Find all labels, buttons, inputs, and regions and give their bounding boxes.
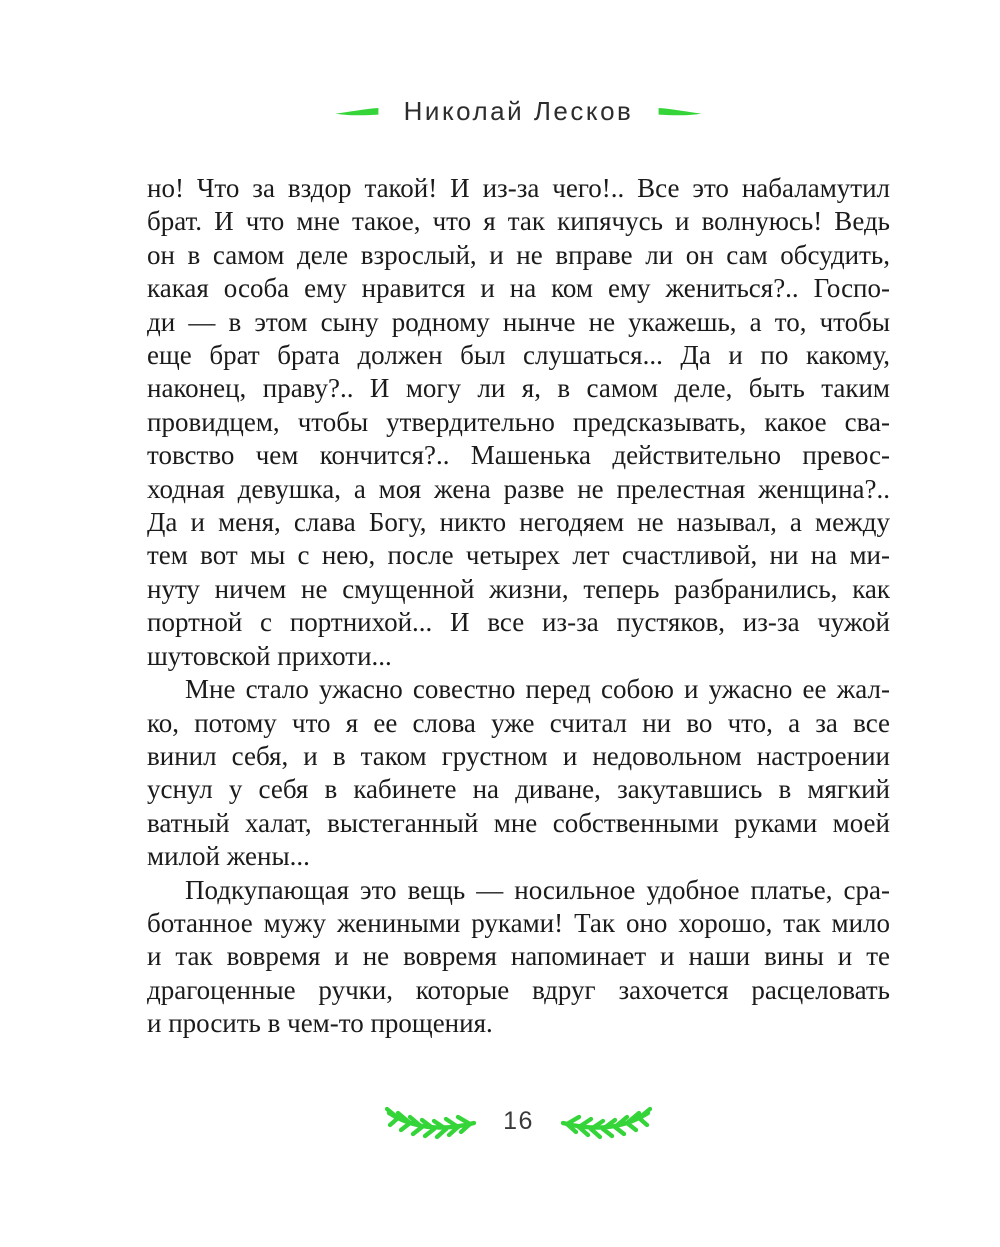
paragraph	[147, 874, 890, 1041]
tapered-leaf-dash-left-icon	[335, 107, 379, 116]
text-line: брат. И что мне такое, что я так кипячусь и волнуюсь! Ведь	[147, 206, 890, 237]
text-line: он в самом деле взрослый, и не вправе ли он сам обсудить,	[147, 239, 890, 270]
tapered-leaf-dash-right-icon	[658, 107, 702, 116]
text-line: тем вот мы с нею, после четырех лет счастливой, ни на ми-	[147, 540, 890, 571]
text-line: Да и меня, слава Богу, никто негодяем не называл, а между	[147, 507, 890, 538]
text-line: портной с портнихой... И все из-за пустяков, из-за чужой	[147, 607, 890, 638]
page-footer	[147, 1102, 890, 1140]
fern-branch-left-icon	[385, 1102, 477, 1140]
text-line: наконец, праву?.. И могу ли я, в самом деле, быть таким	[147, 373, 890, 404]
text-line: милой жены...	[147, 841, 310, 872]
text-line: но! Что за вздор такой! И из-за чего!.. Все это набаламутил	[147, 173, 890, 203]
running-header	[147, 96, 890, 127]
page-number: 16	[503, 1106, 534, 1135]
text-line: какая особа ему нравится и на ком ему жениться?.. Госпо-	[147, 273, 890, 304]
text-line: товство чем кончится?.. Машенька действительно превос-	[147, 440, 890, 471]
text-line: и просить в чем-то прощения.	[147, 1008, 493, 1039]
author-title: Николай Лесков	[403, 96, 634, 126]
text-line: шутовской прихоти...	[147, 640, 392, 671]
text-line: ди — в этом сыну родному нынче не укажешь, а то, чтобы	[147, 306, 890, 337]
text-line: и так вовремя и не вовремя напоминает и наши вины и те	[147, 941, 890, 972]
text-line: ко, потому что я ее слова уже считал ни во что, а за все	[147, 707, 890, 738]
text-line: винил себя, и в таком грустном и недовольном настроении	[147, 740, 890, 771]
text-block	[147, 172, 890, 1041]
text-line: уснул у себя в кабинете на диване, закутавшись в мягкий	[147, 774, 890, 805]
text-line: провидцем, чтобы утвердительно предсказывать, какое сва-	[147, 406, 890, 437]
text-line: Мне стало ужасно совестно перед собою и ужасно ее жал-	[185, 674, 890, 705]
text-line: нуту ничем не смущенной жизни, теперь разбранились, как	[147, 573, 890, 604]
text-line: еще брат брата должен был слушаться... Да и по какому,	[147, 340, 890, 371]
text-line: ботанное мужу жениными руками! Так оно хорошо, так мило	[147, 907, 890, 938]
fern-branch-right-icon	[560, 1102, 652, 1140]
text-line: Подкупающая это вещь — носильное удобное платье, сра-	[185, 874, 890, 905]
paragraph	[147, 172, 890, 673]
content-column	[147, 0, 890, 1247]
text-line: ходная девушка, а моя жена разве не прелестная женщина?..	[147, 473, 890, 504]
text-line: драгоценные ручки, которые вдруг захочется расцеловать	[147, 974, 890, 1005]
text-line: ватный халат, выстеганный мне собственными руками моей	[147, 807, 890, 838]
paragraph	[147, 673, 890, 873]
